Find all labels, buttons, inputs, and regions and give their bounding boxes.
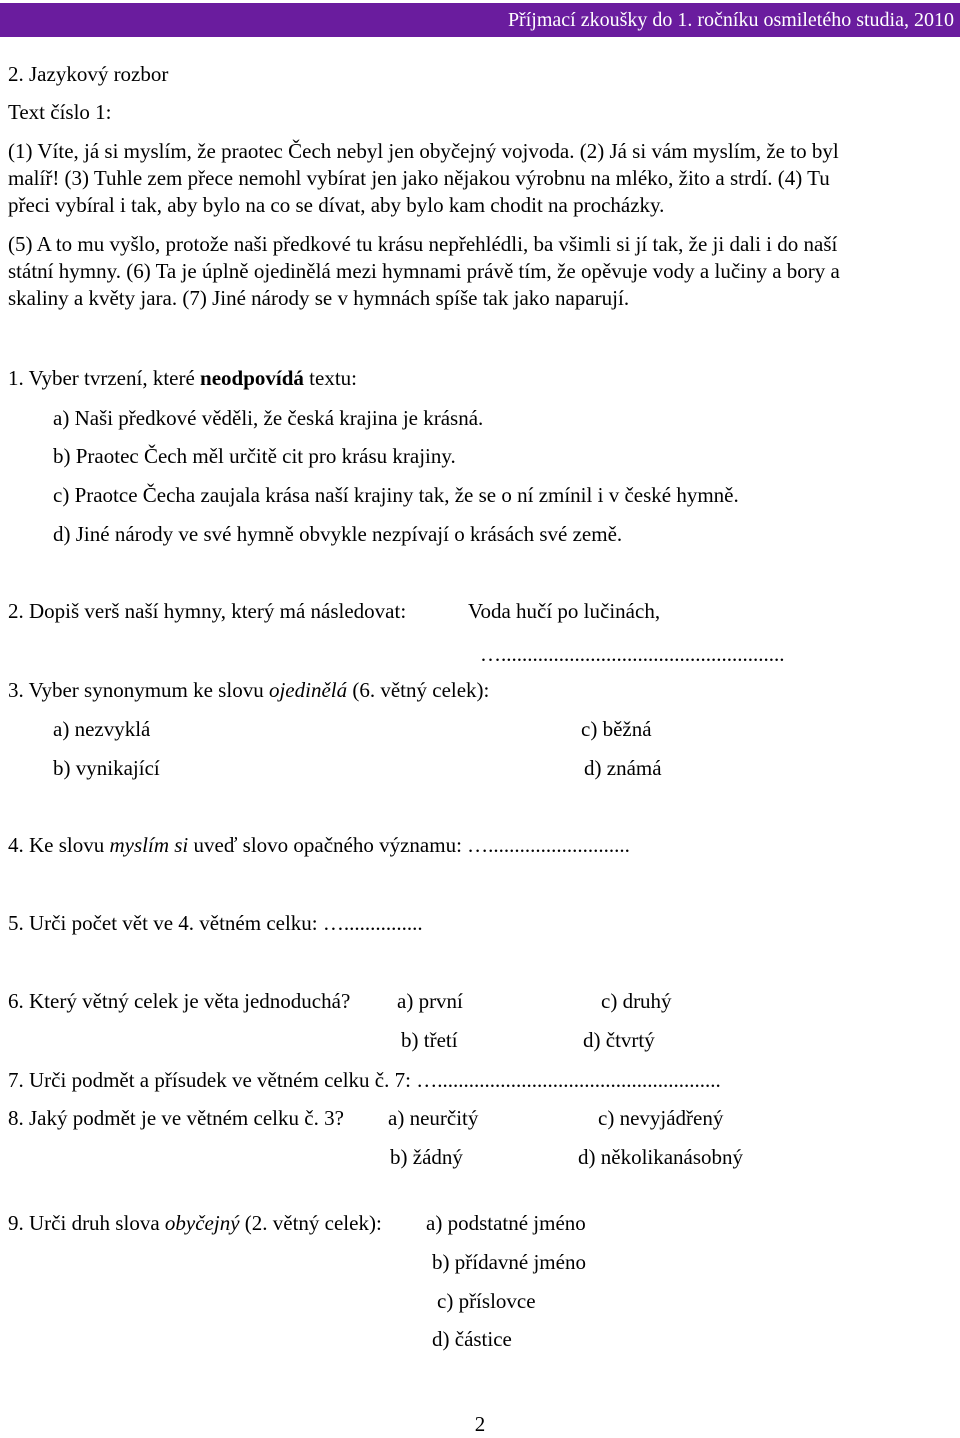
question-4-prefix: 4. Ke slovu — [8, 833, 110, 857]
text-heading: Text číslo 1: — [8, 100, 112, 124]
question-8-option-b: b) žádný — [390, 1145, 463, 1169]
passage-line: přeci vybíral i tak, aby bylo na co se dívat, aby bylo kam chodit na procházky. — [8, 193, 665, 217]
question-6: 6. Který větný celek je věta jednoduchá? — [8, 989, 351, 1013]
question-1-prefix: 1. Vyber tvrzení, které — [8, 366, 201, 390]
passage-line: (5) A to mu vyšlo, protože naši předkové tu krásu nepřehlédli, ba všimli si jí tak, že ji dali i do naší — [8, 232, 838, 256]
passage-line: (1) Víte, já si myslím, že praotec Čech nebyl jen obyčejný vojvoda. (2) Já si vám myslím, že to byl — [8, 139, 839, 163]
question-3 — [8, 676, 489, 704]
question-8-option-d: d) několikanásobný — [578, 1145, 744, 1169]
question-3-option-c: c) běžná — [581, 717, 652, 741]
question-2-answer-blank: …...................................................... — [480, 642, 785, 666]
passage-line: skaliny a květy jara. (7) Jiné národy se v hymnách spíše tak jako naparují. — [8, 286, 630, 310]
question-3-word: ojedinělá — [268, 678, 348, 702]
question-4-word: myslím si — [109, 833, 189, 857]
question-8: 8. Jaký podmět je ve větném celku č. 3? — [8, 1106, 344, 1130]
question-9-option-a: a) podstatné jméno — [426, 1211, 586, 1235]
question-6-option-c: c) druhý — [601, 989, 672, 1013]
question-1 — [8, 364, 357, 392]
passage-paragraph-2 — [8, 231, 948, 312]
question-9-prefix: 9. Urči druh slova — [8, 1211, 165, 1235]
question-6-option-d: d) čtvrtý — [583, 1028, 655, 1052]
question-1-option-d: d) Jiné národy ve své hymně obvykle nezpívají o krásách své země. — [53, 522, 623, 546]
header-title: Příjmací zkoušky do 1. ročníku osmiletého studia, 2010 — [507, 9, 954, 31]
question-9-word: obyčejný — [164, 1211, 240, 1235]
question-9-option-c: c) příslovce — [437, 1289, 536, 1313]
question-2: 2. Dopiš verš naší hymny, který má následovat: — [8, 599, 407, 623]
header-banner — [0, 3, 960, 37]
question-2-verse: Voda hučí po lučinách, — [468, 599, 661, 623]
passage-line: státní hymny. (6) Ta je úplně ojedinělá mezi hymnami právě tím, že opěvuje vody a lučiny a bory a — [8, 259, 840, 283]
question-8-option-a: a) neurčitý — [388, 1106, 479, 1130]
passage-paragraph-1 — [8, 138, 948, 219]
question-6-option-b: b) třetí — [401, 1028, 458, 1052]
question-3-prefix: 3. Vyber synonymum ke slovu — [8, 678, 269, 702]
question-1-suffix: textu: — [303, 366, 357, 390]
question-3-option-b: b) vynikající — [53, 756, 160, 780]
question-9-suffix: (2. větný celek): — [239, 1211, 382, 1235]
question-9-option-b: b) přídavné jméno — [432, 1250, 586, 1274]
question-6-option-a: a) první — [397, 989, 463, 1013]
question-7: 7. Urči podmět a přísudek ve větném celku č. 7: …...................................................... — [8, 1068, 721, 1092]
question-5: 5. Urči počet vět ve 4. větném celku: …............... — [8, 911, 423, 935]
question-1-emphasis: neodpovídá — [200, 366, 304, 390]
question-1-option-b: b) Praotec Čech měl určitě cit pro krásu krajiny. — [53, 444, 456, 468]
question-3-suffix: (6. větný celek): — [347, 678, 490, 702]
question-3-option-d: d) známá — [584, 756, 662, 780]
question-9-option-d: d) částice — [432, 1327, 512, 1351]
question-4-suffix: uveď slovo opačného významu: …........................... — [188, 833, 630, 857]
question-9 — [8, 1209, 382, 1237]
question-4 — [8, 831, 630, 859]
question-1-option-a: a) Naši předkové věděli, že česká krajina je krásná. — [53, 406, 484, 430]
section-title: 2. Jazykový rozbor — [8, 62, 169, 86]
question-1-option-c: c) Praotce Čecha zaujala krása naší krajiny tak, že se o ní zmínil i v české hymně. — [53, 483, 739, 507]
question-3-option-a: a) nezvyklá — [53, 717, 151, 741]
question-8-option-c: c) nevyjádřený — [598, 1106, 724, 1130]
passage-line: malíř! (3) Tuhle zem přece nemohl vybírat jen jako nějakou výrobnu na mléko, žito a strdí. (4) Tu — [8, 166, 830, 190]
page-number: 2 — [474, 1412, 486, 1436]
